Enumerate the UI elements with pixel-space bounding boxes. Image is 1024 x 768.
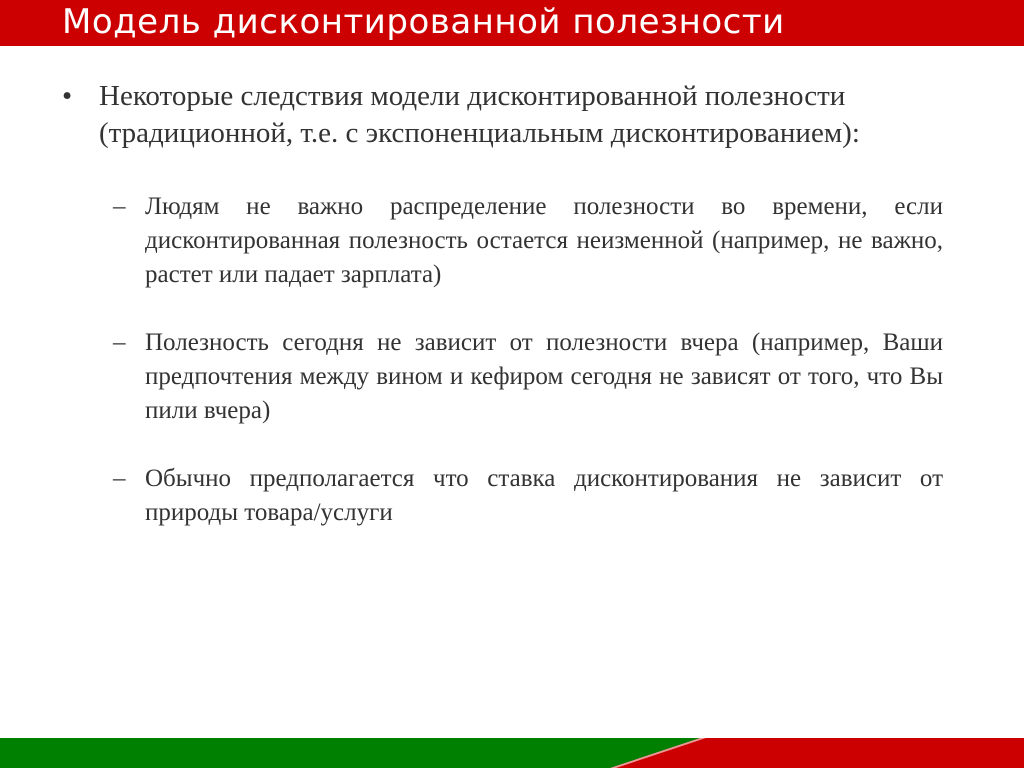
main-bullet (62, 78, 962, 152)
footer-bar (0, 738, 1024, 768)
sub-bullet-list (0, 190, 1024, 530)
dash-icon: – (113, 329, 126, 356)
bullet-dot-icon: • (62, 80, 73, 112)
footer-green-band (0, 738, 700, 768)
slide-content (0, 78, 1024, 564)
sub-bullet-item (113, 190, 943, 292)
slide-title: Модель дисконтированной полезности (62, 2, 785, 42)
dash-icon: – (113, 465, 126, 492)
sub-bullet-item (113, 462, 943, 530)
sub-bullet-text: Полезность сегодня не зависит от полезности вчера (например, Ваши предпочтения между вином и кефиром сегодня не зависят от того, что Вы пили вчера) (145, 329, 943, 424)
dash-icon: – (113, 193, 126, 220)
title-bar (0, 0, 1024, 46)
sub-bullet-text: Людям не важно распределение полезности во времени, если дисконтированная полезность остается неизменной (например, не важно, растет или падает зарплата) (145, 193, 943, 288)
main-bullet-text: Некоторые следствия модели дисконтированной полезности (традиционной, т.е. с экспоненциальным дисконтированием): (99, 80, 860, 149)
sub-bullet-text: Обычно предполагается что ставка дисконтирования не зависит от природы товара/услуги (145, 465, 943, 526)
sub-bullet-item (113, 326, 943, 428)
